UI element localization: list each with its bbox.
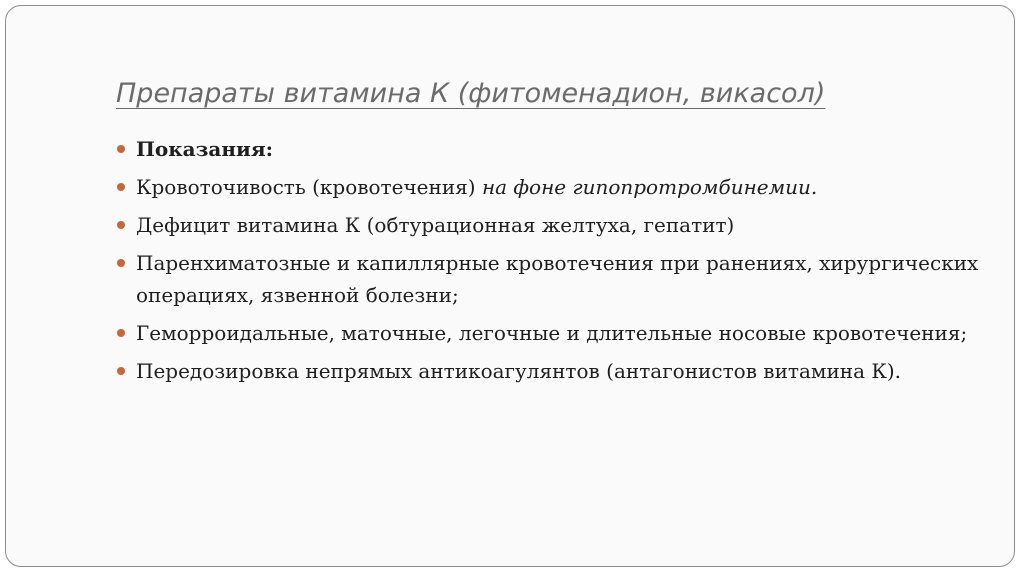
bullet-text: Дефицит витамина К (обтурационная желтуха, гепатит): [136, 213, 735, 237]
bullet-item-overdose: [114, 355, 994, 387]
bullet-item-parenchymal: [114, 247, 994, 311]
bullet-item-indications: [114, 133, 994, 165]
bullet-item-bleeding: [114, 171, 994, 203]
bullet-text: Показания:: [136, 137, 273, 161]
bullet-text: Кровоточивость (кровотечения): [136, 175, 482, 199]
bullet-item-deficiency: [114, 209, 994, 241]
bullet-item-hemorrhoidal: [114, 317, 994, 349]
slide-title: Препараты витамина К (фитоменадион, викасол): [116, 78, 826, 109]
slide-frame: [5, 5, 1015, 567]
bullet-text: Передозировка непрямых антикоагулянтов (антагонистов витамина К).: [136, 359, 902, 383]
bullet-list: [114, 133, 994, 393]
bullet-text: Геморроидальные, маточные, легочные и длительные носовые кровотечения;: [136, 321, 968, 345]
bullet-text: Паренхиматозные и капиллярные кровотечения при ранениях, хирургических операциях, язвенной болезни;: [136, 251, 979, 307]
bullet-emphasis: на фоне гипопротромбинемии.: [481, 175, 818, 199]
